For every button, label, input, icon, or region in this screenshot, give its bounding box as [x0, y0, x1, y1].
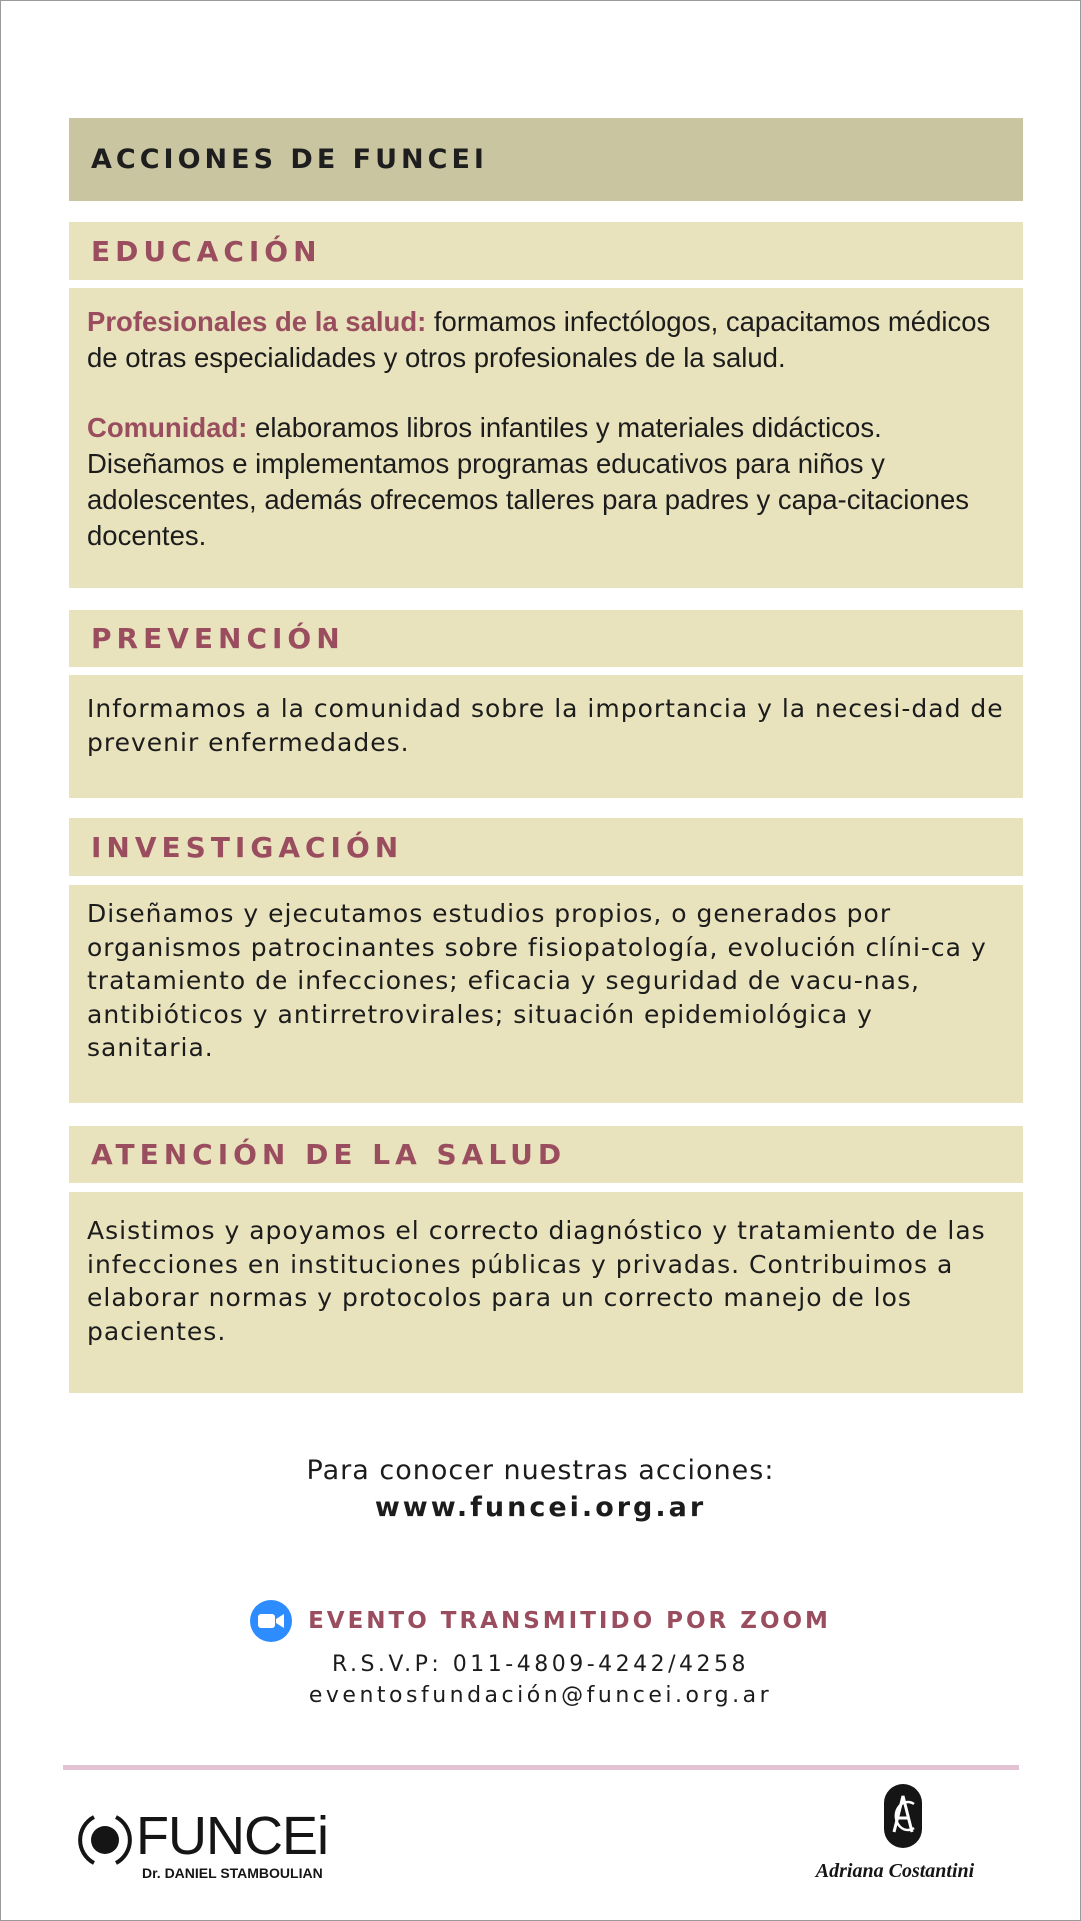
section-title-investigacion: INVESTIGACIÓN: [91, 830, 404, 864]
footer-website-link[interactable]: www.funcei.org.ar: [374, 1492, 707, 1523]
contact-email[interactable]: eventosfundación@funcei.org.ar: [308, 1683, 773, 1708]
zoom-event-label: EVENTO TRANSMITIDO POR ZOOM: [308, 1608, 831, 1634]
ac-monogram-icon: [880, 1780, 926, 1852]
zoom-row: [0, 1600, 1081, 1642]
section-body-investigacion: [69, 885, 1023, 1103]
section-body-educacion: [69, 288, 1023, 588]
ac-logo-name: Adriana Costantini: [815, 1860, 975, 1882]
section-title-educacion: EDUCACIÓN: [91, 234, 322, 268]
footer-intro: Para conocer nuestras acciones:: [306, 1455, 775, 1486]
educacion-paragraph-profesionales: [87, 304, 1005, 376]
section-header-educacion: [69, 222, 1023, 280]
prevencion-text: Informamos a la comunidad sobre la importancia y la necesi-dad de prevenir enfermedades.: [87, 694, 1004, 757]
section-title-prevencion: PREVENCIÓN: [91, 622, 345, 655]
funcei-logo-subtitle: Dr. DANIEL STAMBOULIAN: [142, 1865, 323, 1881]
section-body-atencion: [69, 1192, 1023, 1393]
educacion-label-profesionales: Profesionales de la salud:: [87, 306, 427, 337]
footer-divider: [63, 1765, 1019, 1770]
zoom-camera-icon: [250, 1600, 292, 1642]
section-header-prevencion: [69, 610, 1023, 667]
funcei-logo-icon: [76, 1811, 134, 1869]
atencion-text: Asistimos y apoyamos el correcto diagnóstico y tratamiento de las infecciones en instituciones públicas y privadas. Contribuimos a elaborar normas y protocolos para un correcto manejo de los pacientes.: [87, 1216, 986, 1346]
ac-logo: [810, 1780, 1000, 1890]
section-body-prevencion: [69, 675, 1023, 798]
educacion-text-comunidad: elaboramos libros infantiles y materiales didácticos. Diseñamos e implementamos programas educativos para niños y adolescentes, además ofrecemos talleres para padres y capa-citaciones docentes.: [87, 412, 970, 551]
funcei-logo-name: FUNCEi: [136, 1806, 328, 1866]
educacion-label-comunidad: Comunidad:: [87, 412, 248, 443]
funcei-logo: [76, 1805, 336, 1895]
educacion-paragraph-comunidad: [87, 410, 1005, 554]
section-title-atencion: ATENCIÓN DE LA SALUD: [91, 1138, 567, 1171]
main-header: [69, 118, 1023, 201]
educacion-text-profesionales: formamos infectólogos, capacitamos médicos de otras especialidades y otros profesionales de la salud.: [87, 306, 991, 373]
section-header-atencion: [69, 1126, 1023, 1183]
rsvp-phone: R.S.V.P: 011-4809-4242/4258: [331, 1652, 750, 1677]
section-header-investigacion: [69, 818, 1023, 876]
main-title: ACCIONES DE FUNCEI: [91, 144, 488, 175]
investigacion-text: Diseñamos y ejecutamos estudios propios, o generados por organismos patrocinantes sobre fisiopatología, evolución clíni-ca y tratamiento de infecciones; eficacia y seguridad de vacu-nas, antibióticos y antirretrovirales; situación epidemiológica y sanitaria.: [87, 899, 987, 1062]
